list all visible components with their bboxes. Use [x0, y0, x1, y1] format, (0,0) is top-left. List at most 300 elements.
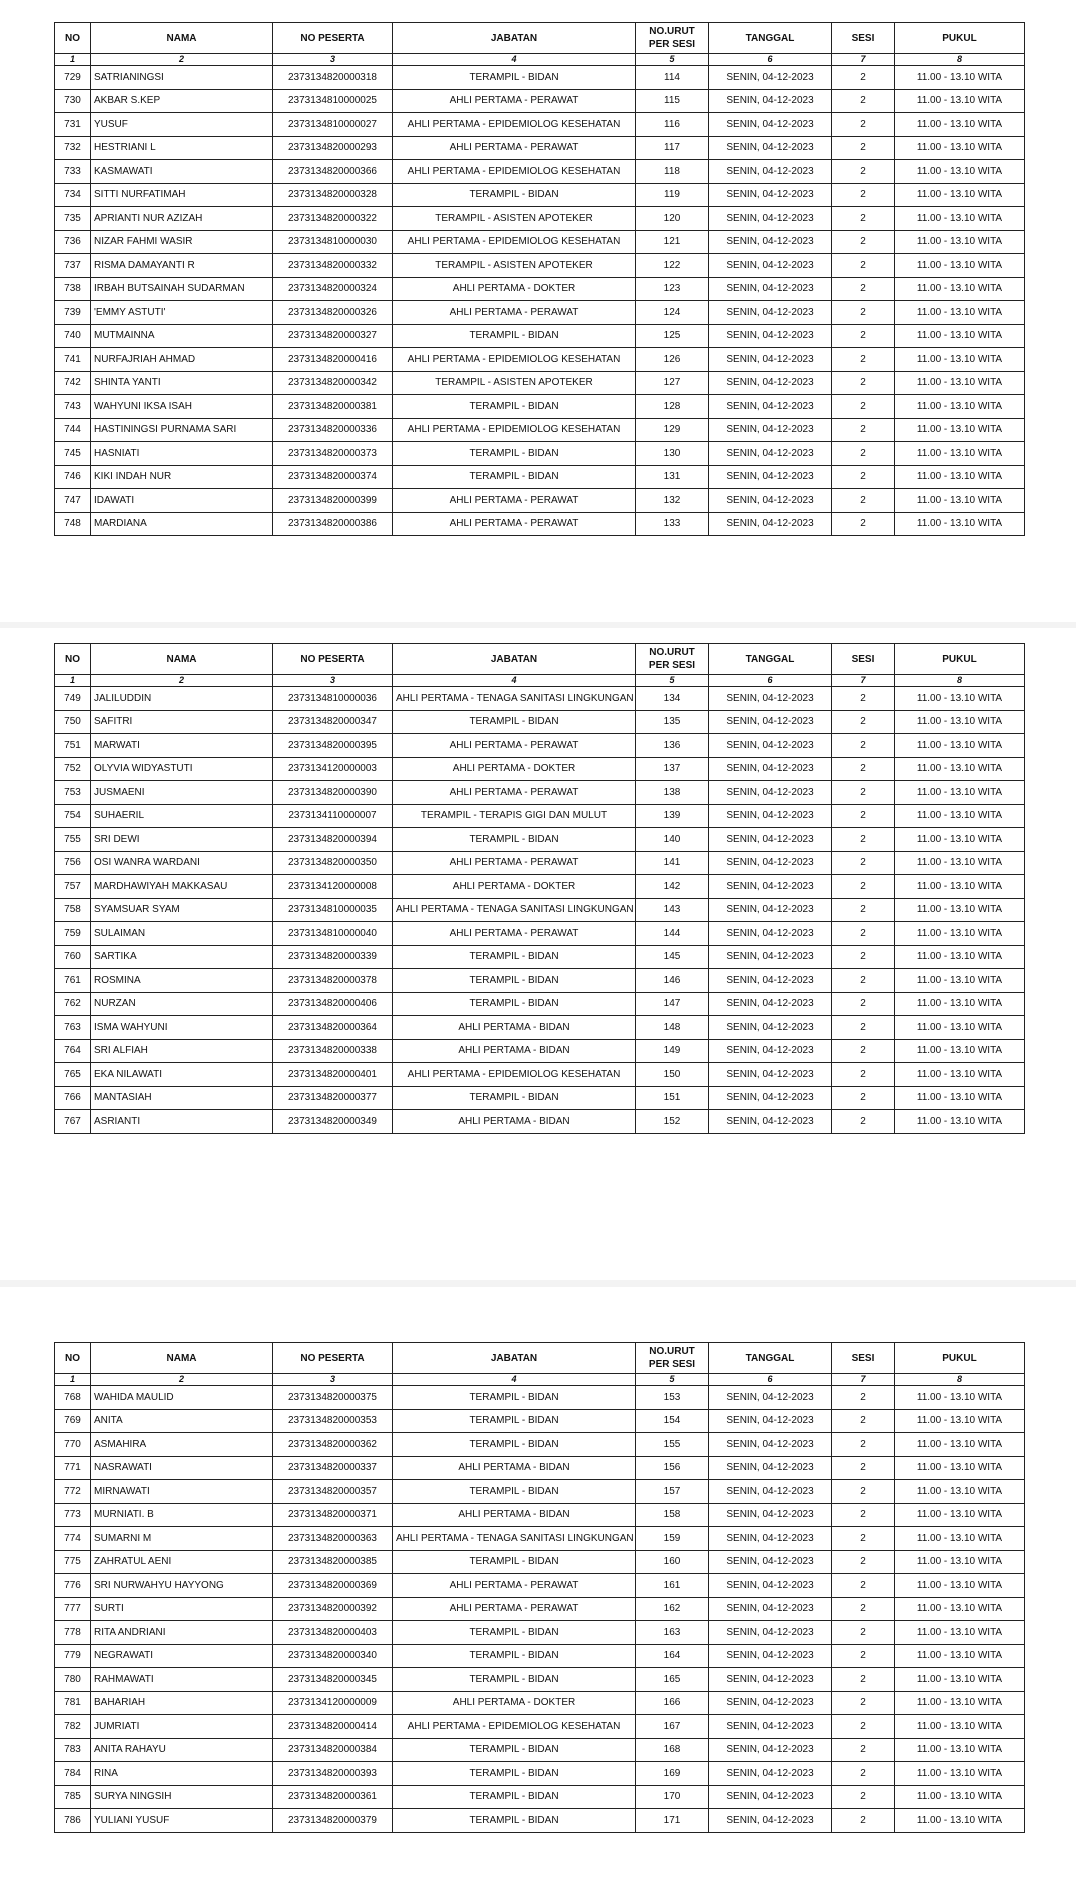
sesi-cell: 2 [832, 207, 895, 231]
tanggal-cell: SENIN, 04-12-2023 [709, 1503, 832, 1527]
column-number: 5 [636, 54, 709, 66]
no-peserta-cell: 2373134120000008 [273, 875, 393, 899]
table-row [55, 1715, 1025, 1739]
tanggal-cell: SENIN, 04-12-2023 [709, 1550, 832, 1574]
sesi-cell: 2 [832, 1409, 895, 1433]
nama-cell: MARDHAWIYAH MAKKASAU [91, 875, 273, 899]
no-peserta-cell: 2373134820000342 [273, 371, 393, 395]
pukul-cell: 11.00 - 13.10 WITA [895, 1785, 1025, 1809]
tanggal-cell: SENIN, 04-12-2023 [709, 804, 832, 828]
no-urut-cell: 162 [636, 1597, 709, 1621]
no-peserta-cell: 2373134820000350 [273, 851, 393, 875]
no-cell: 730 [55, 89, 91, 113]
column-number-row [55, 1374, 1025, 1386]
column-number: 1 [55, 54, 91, 66]
no-urut-cell: 124 [636, 301, 709, 325]
column-number: 8 [895, 1374, 1025, 1386]
pukul-cell: 11.00 - 13.10 WITA [895, 1762, 1025, 1786]
nama-cell: NASRAWATI [91, 1456, 273, 1480]
no-urut-cell: 164 [636, 1644, 709, 1668]
table-row [55, 1386, 1025, 1410]
no-cell: 746 [55, 465, 91, 489]
no-cell: 751 [55, 734, 91, 758]
column-header: NAMA [91, 1343, 273, 1374]
no-urut-cell: 134 [636, 687, 709, 711]
no-peserta-cell: 2373134820000377 [273, 1086, 393, 1110]
sesi-cell: 2 [832, 348, 895, 372]
jabatan-cell: TERAMPIL - BIDAN [393, 324, 636, 348]
no-cell: 729 [55, 66, 91, 90]
jabatan-cell: AHLI PERTAMA - PERAWAT [393, 136, 636, 160]
no-peserta-cell: 2373134820000349 [273, 1110, 393, 1134]
table-row [55, 1456, 1025, 1480]
no-peserta-cell: 2373134820000340 [273, 1644, 393, 1668]
column-header: TANGGAL [709, 644, 832, 675]
table-row [55, 1762, 1025, 1786]
tanggal-cell: SENIN, 04-12-2023 [709, 512, 832, 536]
sesi-cell: 2 [832, 136, 895, 160]
pukul-cell: 11.00 - 13.10 WITA [895, 1016, 1025, 1040]
no-urut-cell: 133 [636, 512, 709, 536]
pukul-cell: 11.00 - 13.10 WITA [895, 1527, 1025, 1551]
column-header: SESI [832, 23, 895, 54]
tanggal-cell: SENIN, 04-12-2023 [709, 324, 832, 348]
column-header: PUKUL [895, 1343, 1025, 1374]
tanggal-cell: SENIN, 04-12-2023 [709, 875, 832, 899]
table-row [55, 207, 1025, 231]
pukul-cell: 11.00 - 13.10 WITA [895, 945, 1025, 969]
sesi-cell: 2 [832, 1691, 895, 1715]
tanggal-cell: SENIN, 04-12-2023 [709, 851, 832, 875]
table-row [55, 395, 1025, 419]
jabatan-cell: AHLI PERTAMA - PERAWAT [393, 734, 636, 758]
tanggal-cell: SENIN, 04-12-2023 [709, 1016, 832, 1040]
no-cell: 752 [55, 757, 91, 781]
jabatan-cell: AHLI PERTAMA - PERAWAT [393, 301, 636, 325]
tanggal-cell: SENIN, 04-12-2023 [709, 465, 832, 489]
table-row [55, 183, 1025, 207]
nama-cell: MANTASIAH [91, 1086, 273, 1110]
sesi-cell: 2 [832, 1597, 895, 1621]
participant-table [54, 1342, 1025, 1833]
pukul-cell: 11.00 - 13.10 WITA [895, 1480, 1025, 1504]
document-page [0, 628, 1076, 1280]
tanggal-cell: SENIN, 04-12-2023 [709, 992, 832, 1016]
no-peserta-cell: 2373134810000036 [273, 687, 393, 711]
jabatan-cell: AHLI PERTAMA - EPIDEMIOLOG KESEHATAN [393, 113, 636, 137]
tanggal-cell: SENIN, 04-12-2023 [709, 207, 832, 231]
column-header: JABATAN [393, 23, 636, 54]
sesi-cell: 2 [832, 898, 895, 922]
nama-cell: BAHARIAH [91, 1691, 273, 1715]
pukul-cell: 11.00 - 13.10 WITA [895, 757, 1025, 781]
no-cell: 774 [55, 1527, 91, 1551]
jabatan-cell: AHLI PERTAMA - DOKTER [393, 277, 636, 301]
no-urut-cell: 156 [636, 1456, 709, 1480]
no-peserta-cell: 2373134820000328 [273, 183, 393, 207]
sesi-cell: 2 [832, 230, 895, 254]
jabatan-cell: TERAMPIL - BIDAN [393, 828, 636, 852]
column-header: PUKUL [895, 23, 1025, 54]
tanggal-cell: SENIN, 04-12-2023 [709, 922, 832, 946]
no-peserta-cell: 2373134810000027 [273, 113, 393, 137]
column-header: JABATAN [393, 1343, 636, 1374]
sesi-cell: 2 [832, 1456, 895, 1480]
table-row [55, 1063, 1025, 1087]
no-peserta-cell: 2373134820000371 [273, 1503, 393, 1527]
jabatan-cell: TERAMPIL - ASISTEN APOTEKER [393, 207, 636, 231]
nama-cell: ROSMINA [91, 969, 273, 993]
no-urut-cell: 139 [636, 804, 709, 828]
column-number-row [55, 54, 1025, 66]
no-cell: 771 [55, 1456, 91, 1480]
column-header: TANGGAL [709, 23, 832, 54]
tanggal-cell: SENIN, 04-12-2023 [709, 969, 832, 993]
pukul-cell: 11.00 - 13.10 WITA [895, 922, 1025, 946]
no-cell: 749 [55, 687, 91, 711]
table-row [55, 898, 1025, 922]
column-number: 4 [393, 675, 636, 687]
column-header: NAMA [91, 644, 273, 675]
pukul-cell: 11.00 - 13.10 WITA [895, 277, 1025, 301]
no-cell: 777 [55, 1597, 91, 1621]
pukul-cell: 11.00 - 13.10 WITA [895, 1715, 1025, 1739]
no-urut-cell: 151 [636, 1086, 709, 1110]
no-urut-cell: 143 [636, 898, 709, 922]
pukul-cell: 11.00 - 13.10 WITA [895, 371, 1025, 395]
nama-cell: ASMAHIRA [91, 1433, 273, 1457]
nama-cell: MUTMAINNA [91, 324, 273, 348]
no-urut-cell: 163 [636, 1621, 709, 1645]
pukul-cell: 11.00 - 13.10 WITA [895, 992, 1025, 1016]
no-cell: 753 [55, 781, 91, 805]
no-cell: 760 [55, 945, 91, 969]
column-header: NO.URUT PER SESI [636, 23, 709, 54]
nama-cell: NEGRAWATI [91, 1644, 273, 1668]
pukul-cell: 11.00 - 13.10 WITA [895, 395, 1025, 419]
no-peserta-cell: 2373134820000363 [273, 1527, 393, 1551]
sesi-cell: 2 [832, 1110, 895, 1134]
jabatan-cell: TERAMPIL - ASISTEN APOTEKER [393, 254, 636, 278]
sesi-cell: 2 [832, 1668, 895, 1692]
no-peserta-cell: 2373134820000416 [273, 348, 393, 372]
nama-cell: IRBAH BUTSAINAH SUDARMAN [91, 277, 273, 301]
nama-cell: RINA [91, 1762, 273, 1786]
no-cell: 764 [55, 1039, 91, 1063]
no-urut-cell: 138 [636, 781, 709, 805]
pukul-cell: 11.00 - 13.10 WITA [895, 1668, 1025, 1692]
no-peserta-cell: 2373134120000009 [273, 1691, 393, 1715]
column-header: SESI [832, 644, 895, 675]
jabatan-cell: TERAMPIL - BIDAN [393, 1433, 636, 1457]
tanggal-cell: SENIN, 04-12-2023 [709, 734, 832, 758]
pukul-cell: 11.00 - 13.10 WITA [895, 207, 1025, 231]
no-peserta-cell: 2373134820000364 [273, 1016, 393, 1040]
sesi-cell: 2 [832, 66, 895, 90]
tanggal-cell: SENIN, 04-12-2023 [709, 1110, 832, 1134]
no-peserta-cell: 2373134820000337 [273, 1456, 393, 1480]
pukul-cell: 11.00 - 13.10 WITA [895, 1039, 1025, 1063]
sesi-cell: 2 [832, 1621, 895, 1645]
tanggal-cell: SENIN, 04-12-2023 [709, 1597, 832, 1621]
column-header: NO [55, 1343, 91, 1374]
no-cell: 785 [55, 1785, 91, 1809]
table-row [55, 66, 1025, 90]
tanggal-cell: SENIN, 04-12-2023 [709, 687, 832, 711]
no-cell: 769 [55, 1409, 91, 1433]
table-row [55, 1785, 1025, 1809]
nama-cell: ANITA RAHAYU [91, 1738, 273, 1762]
no-urut-cell: 158 [636, 1503, 709, 1527]
nama-cell: WAHYUNI IKSA ISAH [91, 395, 273, 419]
pukul-cell: 11.00 - 13.10 WITA [895, 687, 1025, 711]
pukul-cell: 11.00 - 13.10 WITA [895, 183, 1025, 207]
table-row [55, 1668, 1025, 1692]
table-row [55, 442, 1025, 466]
table-row [55, 489, 1025, 513]
nama-cell: SRI DEWI [91, 828, 273, 852]
jabatan-cell: AHLI PERTAMA - DOKTER [393, 875, 636, 899]
column-header: JABATAN [393, 644, 636, 675]
column-header: NO.URUT PER SESI [636, 644, 709, 675]
no-urut-cell: 142 [636, 875, 709, 899]
pukul-cell: 11.00 - 13.10 WITA [895, 1386, 1025, 1410]
no-urut-cell: 141 [636, 851, 709, 875]
table-row [55, 1503, 1025, 1527]
no-cell: 735 [55, 207, 91, 231]
pukul-cell: 11.00 - 13.10 WITA [895, 465, 1025, 489]
no-cell: 778 [55, 1621, 91, 1645]
no-peserta-cell: 2373134820000332 [273, 254, 393, 278]
tanggal-cell: SENIN, 04-12-2023 [709, 757, 832, 781]
no-urut-cell: 136 [636, 734, 709, 758]
no-cell: 781 [55, 1691, 91, 1715]
column-number: 1 [55, 675, 91, 687]
sesi-cell: 2 [832, 277, 895, 301]
tanggal-cell: SENIN, 04-12-2023 [709, 1621, 832, 1645]
no-peserta-cell: 2373134820000392 [273, 1597, 393, 1621]
no-urut-cell: 119 [636, 183, 709, 207]
no-cell: 761 [55, 969, 91, 993]
no-peserta-cell: 2373134820000336 [273, 418, 393, 442]
nama-cell: RITA ANDRIANI [91, 1621, 273, 1645]
column-header: NO [55, 23, 91, 54]
sesi-cell: 2 [832, 1086, 895, 1110]
no-cell: 740 [55, 324, 91, 348]
no-urut-cell: 128 [636, 395, 709, 419]
no-cell: 786 [55, 1809, 91, 1833]
jabatan-cell: TERAMPIL - BIDAN [393, 1762, 636, 1786]
no-urut-cell: 171 [636, 1809, 709, 1833]
column-number: 4 [393, 54, 636, 66]
no-cell: 736 [55, 230, 91, 254]
column-number: 7 [832, 54, 895, 66]
sesi-cell: 2 [832, 1527, 895, 1551]
sesi-cell: 2 [832, 489, 895, 513]
table-row [55, 851, 1025, 875]
tanggal-cell: SENIN, 04-12-2023 [709, 1809, 832, 1833]
table-row [55, 1738, 1025, 1762]
no-cell: 741 [55, 348, 91, 372]
nama-cell: SHINTA YANTI [91, 371, 273, 395]
column-header: NO PESERTA [273, 1343, 393, 1374]
nama-cell: JUMRIATI [91, 1715, 273, 1739]
table-row [55, 1527, 1025, 1551]
no-urut-cell: 153 [636, 1386, 709, 1410]
column-number: 2 [91, 1374, 273, 1386]
sesi-cell: 2 [832, 687, 895, 711]
nama-cell: KIKI INDAH NUR [91, 465, 273, 489]
jabatan-cell: AHLI PERTAMA - EPIDEMIOLOG KESEHATAN [393, 1063, 636, 1087]
pukul-cell: 11.00 - 13.10 WITA [895, 828, 1025, 852]
sesi-cell: 2 [832, 1503, 895, 1527]
tanggal-cell: SENIN, 04-12-2023 [709, 710, 832, 734]
jabatan-cell: TERAMPIL - BIDAN [393, 1621, 636, 1645]
tanggal-cell: SENIN, 04-12-2023 [709, 395, 832, 419]
table-row [55, 922, 1025, 946]
tanggal-cell: SENIN, 04-12-2023 [709, 828, 832, 852]
tanggal-cell: SENIN, 04-12-2023 [709, 66, 832, 90]
no-cell: 739 [55, 301, 91, 325]
column-number: 7 [832, 1374, 895, 1386]
pukul-cell: 11.00 - 13.10 WITA [895, 1691, 1025, 1715]
jabatan-cell: TERAMPIL - BIDAN [393, 1409, 636, 1433]
pukul-cell: 11.00 - 13.10 WITA [895, 875, 1025, 899]
sesi-cell: 2 [832, 512, 895, 536]
tanggal-cell: SENIN, 04-12-2023 [709, 418, 832, 442]
jabatan-cell: TERAMPIL - BIDAN [393, 992, 636, 1016]
no-urut-cell: 154 [636, 1409, 709, 1433]
no-cell: 782 [55, 1715, 91, 1739]
nama-cell: MARDIANA [91, 512, 273, 536]
pukul-cell: 11.00 - 13.10 WITA [895, 1409, 1025, 1433]
nama-cell: NURZAN [91, 992, 273, 1016]
column-header: PUKUL [895, 644, 1025, 675]
sesi-cell: 2 [832, 781, 895, 805]
no-urut-cell: 144 [636, 922, 709, 946]
nama-cell: OSI WANRA WARDANI [91, 851, 273, 875]
sesi-cell: 2 [832, 1063, 895, 1087]
no-cell: 763 [55, 1016, 91, 1040]
table-row [55, 1016, 1025, 1040]
no-urut-cell: 125 [636, 324, 709, 348]
sesi-cell: 2 [832, 1433, 895, 1457]
no-peserta-cell: 2373134820000406 [273, 992, 393, 1016]
no-cell: 742 [55, 371, 91, 395]
header-row [55, 644, 1025, 675]
table-row [55, 465, 1025, 489]
no-urut-cell: 129 [636, 418, 709, 442]
sesi-cell: 2 [832, 301, 895, 325]
no-cell: 784 [55, 1762, 91, 1786]
table-row [55, 254, 1025, 278]
no-peserta-cell: 2373134820000339 [273, 945, 393, 969]
jabatan-cell: TERAMPIL - BIDAN [393, 1785, 636, 1809]
pukul-cell: 11.00 - 13.10 WITA [895, 512, 1025, 536]
no-cell: 744 [55, 418, 91, 442]
pukul-cell: 11.00 - 13.10 WITA [895, 442, 1025, 466]
nama-cell: NURFAJRIAH AHMAD [91, 348, 273, 372]
no-cell: 775 [55, 1550, 91, 1574]
sesi-cell: 2 [832, 324, 895, 348]
sesi-cell: 2 [832, 1386, 895, 1410]
participant-table [54, 22, 1025, 536]
no-urut-cell: 114 [636, 66, 709, 90]
no-urut-cell: 169 [636, 1762, 709, 1786]
sesi-cell: 2 [832, 465, 895, 489]
no-cell: 773 [55, 1503, 91, 1527]
pukul-cell: 11.00 - 13.10 WITA [895, 489, 1025, 513]
no-peserta-cell: 2373134820000373 [273, 442, 393, 466]
table-row [55, 1110, 1025, 1134]
no-cell: 779 [55, 1644, 91, 1668]
table-row [55, 828, 1025, 852]
jabatan-cell: AHLI PERTAMA - PERAWAT [393, 922, 636, 946]
no-urut-cell: 117 [636, 136, 709, 160]
sesi-cell: 2 [832, 734, 895, 758]
column-number: 2 [91, 675, 273, 687]
jabatan-cell: AHLI PERTAMA - EPIDEMIOLOG KESEHATAN [393, 160, 636, 184]
pukul-cell: 11.00 - 13.10 WITA [895, 66, 1025, 90]
jabatan-cell: AHLI PERTAMA - EPIDEMIOLOG KESEHATAN [393, 1715, 636, 1739]
table-row [55, 875, 1025, 899]
jabatan-cell: TERAMPIL - BIDAN [393, 1644, 636, 1668]
pukul-cell: 11.00 - 13.10 WITA [895, 254, 1025, 278]
jabatan-cell: TERAMPIL - BIDAN [393, 1480, 636, 1504]
tanggal-cell: SENIN, 04-12-2023 [709, 371, 832, 395]
no-peserta-cell: 2373134820000293 [273, 136, 393, 160]
no-urut-cell: 137 [636, 757, 709, 781]
pukul-cell: 11.00 - 13.10 WITA [895, 1503, 1025, 1527]
no-urut-cell: 150 [636, 1063, 709, 1087]
no-peserta-cell: 2373134810000030 [273, 230, 393, 254]
no-urut-cell: 118 [636, 160, 709, 184]
no-urut-cell: 146 [636, 969, 709, 993]
table-row [55, 418, 1025, 442]
no-peserta-cell: 2373134820000395 [273, 734, 393, 758]
pukul-cell: 11.00 - 13.10 WITA [895, 1644, 1025, 1668]
jabatan-cell: TERAMPIL - BIDAN [393, 395, 636, 419]
jabatan-cell: TERAMPIL - BIDAN [393, 969, 636, 993]
no-peserta-cell: 2373134820000390 [273, 781, 393, 805]
no-peserta-cell: 2373134820000361 [273, 1785, 393, 1809]
pukul-cell: 11.00 - 13.10 WITA [895, 136, 1025, 160]
nama-cell: SATRIANINGSI [91, 66, 273, 90]
table-row [55, 969, 1025, 993]
table-row [55, 1809, 1025, 1833]
nama-cell: ISMA WAHYUNI [91, 1016, 273, 1040]
no-urut-cell: 166 [636, 1691, 709, 1715]
column-number: 8 [895, 675, 1025, 687]
pukul-cell: 11.00 - 13.10 WITA [895, 301, 1025, 325]
column-number: 6 [709, 675, 832, 687]
nama-cell: EKA NILAWATI [91, 1063, 273, 1087]
no-urut-cell: 149 [636, 1039, 709, 1063]
no-urut-cell: 120 [636, 207, 709, 231]
nama-cell: OLYVIA WIDYASTUTI [91, 757, 273, 781]
no-peserta-cell: 2373134820000353 [273, 1409, 393, 1433]
no-cell: 732 [55, 136, 91, 160]
sesi-cell: 2 [832, 1738, 895, 1762]
no-cell: 758 [55, 898, 91, 922]
no-urut-cell: 168 [636, 1738, 709, 1762]
table-row [55, 113, 1025, 137]
tanggal-cell: SENIN, 04-12-2023 [709, 781, 832, 805]
jabatan-cell: TERAMPIL - BIDAN [393, 465, 636, 489]
jabatan-cell: TERAMPIL - BIDAN [393, 1668, 636, 1692]
table-row [55, 160, 1025, 184]
no-cell: 747 [55, 489, 91, 513]
